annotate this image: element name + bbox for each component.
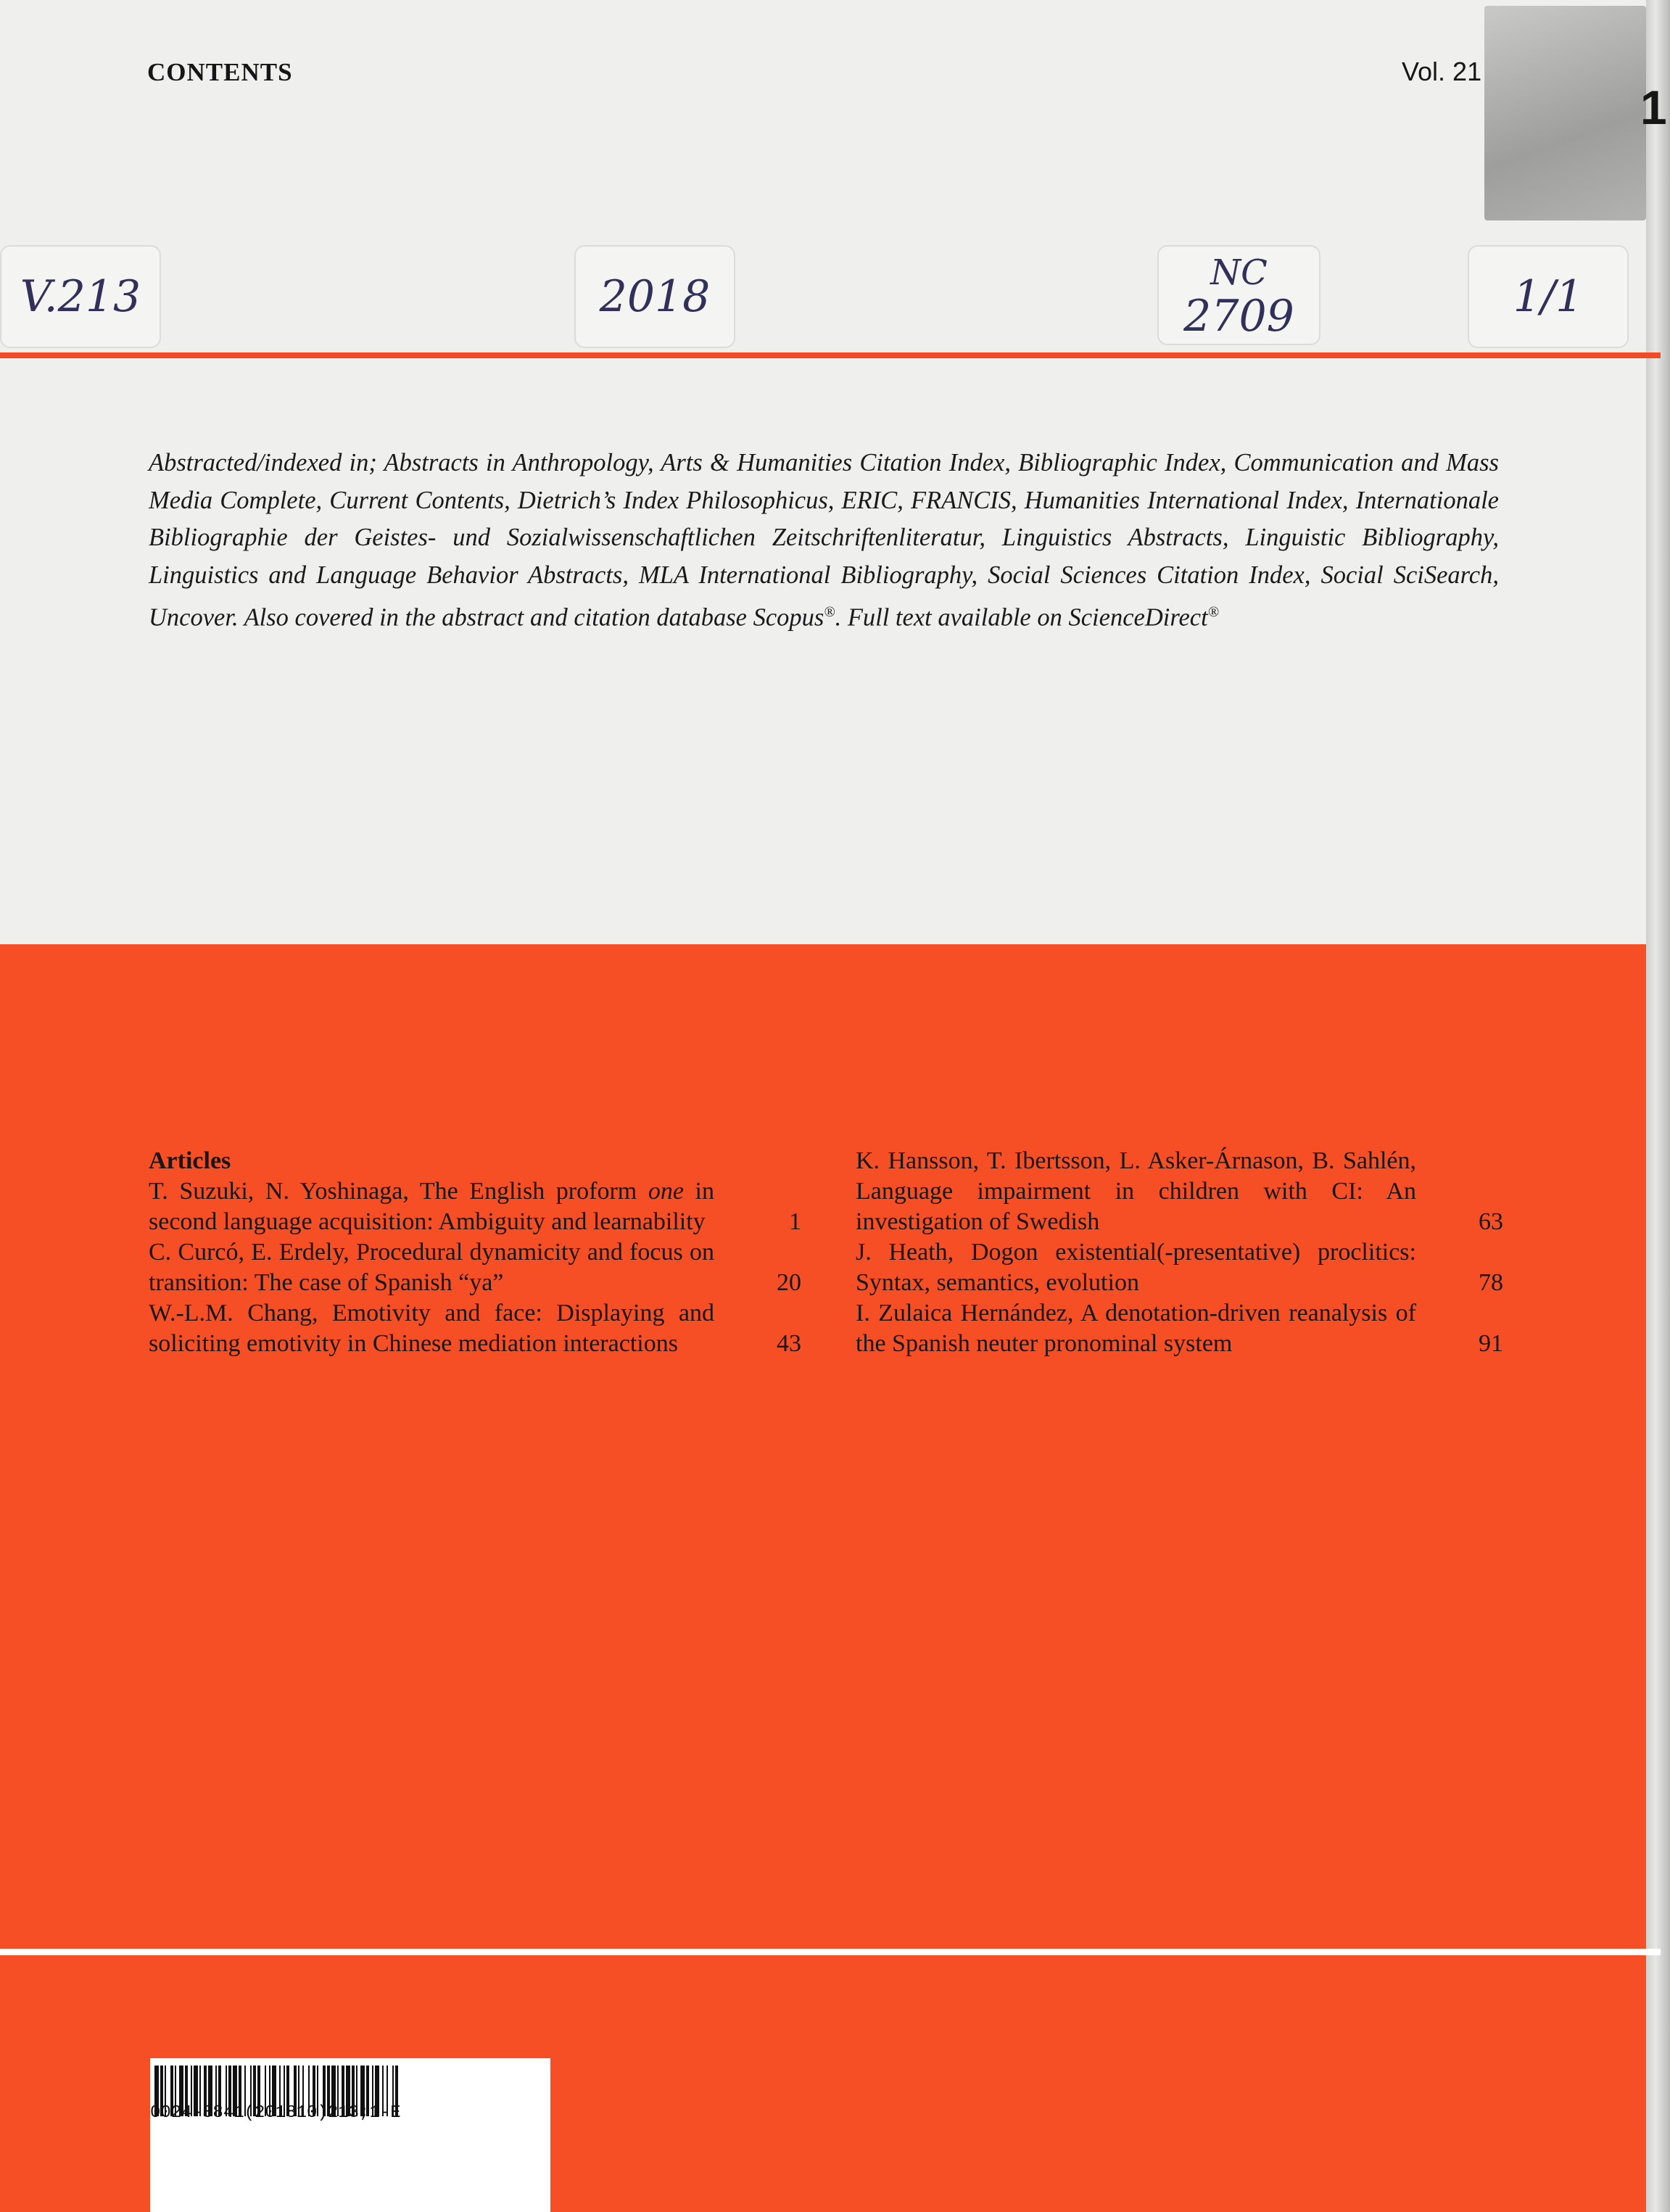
contents-heading: CONTENTS: [147, 58, 293, 86]
indexing-statement: [149, 445, 1499, 637]
divider-line: [0, 352, 1661, 358]
article-page-number: 1: [789, 1208, 801, 1235]
tab-issue-text: 1/1: [1513, 271, 1584, 322]
handwritten-tab-callnumber: [1157, 245, 1320, 345]
article-entry[interactable]: [149, 1298, 801, 1359]
tab-callnumber-text2: 2709: [1183, 291, 1294, 342]
article-entry[interactable]: [856, 1298, 1503, 1359]
fulltext-text: . Full text available on ScienceDirect: [835, 603, 1208, 632]
barcode-bars: [150, 2058, 550, 2212]
cover-orange-panel: [0, 944, 1661, 2212]
article-citation: T. Suzuki, N. Yoshinaga, The English proform: [149, 1178, 648, 1205]
article-page-number: 91: [1479, 1330, 1503, 1357]
article-italic-word: one: [648, 1178, 684, 1205]
articles-column-left: [149, 1146, 801, 1359]
handwritten-tab-year: [574, 245, 735, 348]
page-edge: [1646, 0, 1670, 2212]
article-entry[interactable]: [149, 1176, 801, 1237]
article-citation: W.-L.M. Chang, Emotivity and face: Displaying and soliciting emotivity in Chinese mediation interactions: [149, 1300, 714, 1357]
article-citation: K. Hansson, T. Ibertsson, L. Asker-Árnason, B. Sahlén, Language impairment in children with CI: An investigation of Swedish: [856, 1147, 1416, 1235]
bottom-divider-line: [0, 1949, 1661, 1955]
article-page-number: 78: [1479, 1269, 1503, 1296]
article-entry[interactable]: [856, 1237, 1503, 1298]
tab-callnumber-text: NC: [1210, 252, 1268, 293]
article-citation: C. Curcó, E. Erdely, Procedural dynamicity and focus on transition: The case of Spanish “ya”: [149, 1239, 714, 1296]
article-citation: J. Heath, Dogon existential(-presentative) proclitics: Syntax, semantics, evolution: [856, 1239, 1416, 1296]
library-sticker: [1484, 6, 1646, 220]
tab-year-text: 2018: [599, 271, 711, 322]
article-page-number: 43: [777, 1330, 801, 1357]
handwritten-tab-issue: [1468, 245, 1629, 348]
article-entry[interactable]: [149, 1237, 801, 1298]
barcode-number: 0024-3841(201810)213;1-E: [150, 2103, 401, 2123]
barcode-box: [150, 2058, 550, 2212]
article-citation-rest: in second language acquisition: Ambiguity and learnability: [149, 1178, 714, 1235]
tab-volume-text: V.213: [20, 271, 141, 322]
article-page-number: 63: [1479, 1208, 1503, 1235]
volume-label: Vol. 21: [1402, 57, 1482, 86]
article-page-number: 20: [777, 1269, 801, 1296]
indexing-text: Abstracted/indexed in; Abstracts in Anthropology, Arts & Humanities Citation Index, Bibliographic Index, Communication and Mass Media Complete, Current Contents, Dietrich’s Index Philosophicus, ERIC, FRANCIS, Humanities International Index, Internationale Bibliographie der Geistes- und Sozialwissenschaftlichen Zeitschriftenliteratur, Linguistics Abstracts, Linguistic Bibliography, Linguistics and Language Behavior Abstracts, MLA International Bibliography, Social Sciences Citation Index, Social SciSearch, Uncover. Also covered in the abstract and citation database Scopus: [149, 449, 1499, 632]
articles-heading: Articles: [149, 1147, 231, 1174]
article-citation: I. Zulaica Hernández, A denotation-driven reanalysis of the Spanish neuter pronominal system: [856, 1300, 1416, 1357]
registered-mark: ®: [824, 604, 835, 620]
article-entry[interactable]: [856, 1146, 1503, 1237]
edge-number: 1: [1640, 81, 1667, 134]
articles-column-right: [856, 1146, 1503, 1359]
registered-mark-2: ®: [1207, 604, 1219, 620]
handwritten-tab-volume: [0, 245, 161, 348]
